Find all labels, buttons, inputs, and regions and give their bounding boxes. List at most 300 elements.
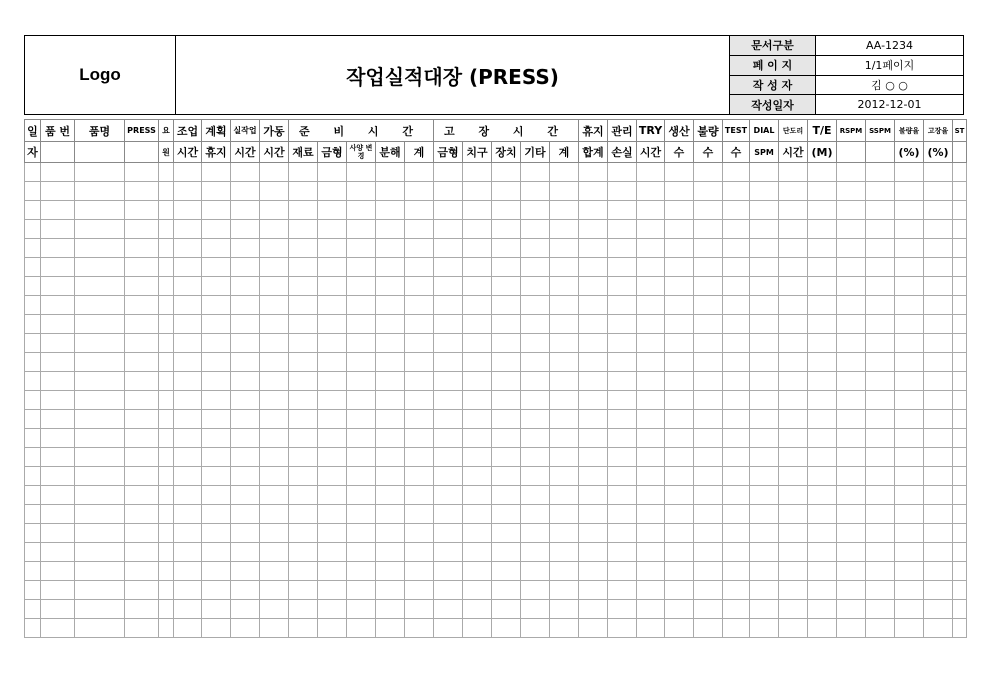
table-cell[interactable] [924,296,953,315]
table-cell[interactable] [405,163,434,182]
table-cell[interactable] [463,182,492,201]
table-cell[interactable] [405,543,434,562]
table-cell[interactable] [289,581,318,600]
table-cell[interactable] [25,334,41,353]
table-cell[interactable] [41,296,75,315]
table-cell[interactable] [694,429,723,448]
table-cell[interactable] [434,353,463,372]
table-cell[interactable] [41,505,75,524]
table-cell[interactable] [318,163,347,182]
table-cell[interactable] [779,334,808,353]
table-cell[interactable] [953,581,967,600]
table-cell[interactable] [953,163,967,182]
table-cell[interactable] [779,429,808,448]
table-cell[interactable] [25,372,41,391]
table-cell[interactable] [376,391,405,410]
table-cell[interactable] [231,600,260,619]
table-cell[interactable] [376,619,405,638]
table-cell[interactable] [953,448,967,467]
table-cell[interactable] [159,334,174,353]
table-cell[interactable] [779,220,808,239]
table-cell[interactable] [174,277,202,296]
table-cell[interactable] [924,334,953,353]
table-cell[interactable] [895,448,924,467]
table-cell[interactable] [231,353,260,372]
table-cell[interactable] [75,410,125,429]
table-cell[interactable] [837,334,866,353]
table-cell[interactable] [579,467,608,486]
table-cell[interactable] [579,372,608,391]
table-cell[interactable] [174,220,202,239]
table-cell[interactable] [75,201,125,220]
table-cell[interactable] [953,239,967,258]
table-cell[interactable] [174,448,202,467]
table-cell[interactable] [125,296,159,315]
table-cell[interactable] [492,543,521,562]
table-cell[interactable] [125,391,159,410]
table-cell[interactable] [231,277,260,296]
table-cell[interactable] [779,163,808,182]
table-cell[interactable] [866,201,895,220]
table-cell[interactable] [174,372,202,391]
table-cell[interactable] [231,467,260,486]
table-cell[interactable] [260,524,289,543]
table-cell[interactable] [347,581,376,600]
table-cell[interactable] [665,201,694,220]
table-cell[interactable] [521,562,550,581]
table-cell[interactable] [289,600,318,619]
table-cell[interactable] [41,353,75,372]
table-cell[interactable] [895,163,924,182]
table-cell[interactable] [924,505,953,524]
table-cell[interactable] [694,163,723,182]
table-cell[interactable] [159,315,174,334]
table-cell[interactable] [25,562,41,581]
table-cell[interactable] [694,581,723,600]
table-cell[interactable] [953,391,967,410]
table-cell[interactable] [125,315,159,334]
table-cell[interactable] [924,619,953,638]
table-cell[interactable] [808,334,837,353]
table-cell[interactable] [808,296,837,315]
table-cell[interactable] [895,619,924,638]
table-cell[interactable] [434,239,463,258]
table-cell[interactable] [289,315,318,334]
table-cell[interactable] [608,600,637,619]
table-cell[interactable] [289,524,318,543]
table-cell[interactable] [492,353,521,372]
table-cell[interactable] [637,201,665,220]
table-cell[interactable] [318,315,347,334]
table-cell[interactable] [608,391,637,410]
table-cell[interactable] [750,353,779,372]
table-cell[interactable] [202,353,231,372]
table-cell[interactable] [750,562,779,581]
table-cell[interactable] [125,505,159,524]
table-cell[interactable] [579,524,608,543]
table-cell[interactable] [492,448,521,467]
table-cell[interactable] [521,581,550,600]
table-cell[interactable] [579,619,608,638]
table-cell[interactable] [41,372,75,391]
table-cell[interactable] [125,467,159,486]
table-cell[interactable] [376,334,405,353]
table-cell[interactable] [318,543,347,562]
table-cell[interactable] [521,524,550,543]
table-cell[interactable] [521,391,550,410]
table-cell[interactable] [608,486,637,505]
table-cell[interactable] [318,448,347,467]
table-cell[interactable] [579,505,608,524]
table-cell[interactable] [779,543,808,562]
table-cell[interactable] [808,391,837,410]
table-cell[interactable] [637,258,665,277]
table-cell[interactable] [492,619,521,638]
table-cell[interactable] [492,505,521,524]
table-cell[interactable] [665,239,694,258]
table-cell[interactable] [837,296,866,315]
table-cell[interactable] [694,467,723,486]
table-cell[interactable] [665,372,694,391]
table-cell[interactable] [260,220,289,239]
table-cell[interactable] [924,429,953,448]
table-cell[interactable] [41,448,75,467]
table-cell[interactable] [924,258,953,277]
table-cell[interactable] [608,562,637,581]
table-cell[interactable] [694,315,723,334]
table-cell[interactable] [579,562,608,581]
table-cell[interactable] [434,524,463,543]
table-cell[interactable] [694,562,723,581]
table-cell[interactable] [665,182,694,201]
table-cell[interactable] [463,467,492,486]
table-cell[interactable] [159,277,174,296]
table-cell[interactable] [924,562,953,581]
table-cell[interactable] [25,505,41,524]
table-cell[interactable] [125,258,159,277]
table-cell[interactable] [405,277,434,296]
table-cell[interactable] [895,562,924,581]
table-cell[interactable] [159,505,174,524]
table-cell[interactable] [174,429,202,448]
table-cell[interactable] [924,410,953,429]
table-cell[interactable] [665,524,694,543]
table-cell[interactable] [637,429,665,448]
table-cell[interactable] [125,334,159,353]
table-cell[interactable] [159,163,174,182]
table-cell[interactable] [579,296,608,315]
table-cell[interactable] [75,429,125,448]
table-cell[interactable] [405,410,434,429]
table-cell[interactable] [434,258,463,277]
table-cell[interactable] [41,524,75,543]
table-cell[interactable] [159,486,174,505]
table-cell[interactable] [75,619,125,638]
table-cell[interactable] [434,467,463,486]
table-cell[interactable] [637,562,665,581]
table-cell[interactable] [694,505,723,524]
table-cell[interactable] [434,505,463,524]
table-cell[interactable] [665,410,694,429]
table-cell[interactable] [347,486,376,505]
table-cell[interactable] [202,277,231,296]
table-cell[interactable] [723,353,750,372]
table-cell[interactable] [159,562,174,581]
table-cell[interactable] [260,429,289,448]
table-cell[interactable] [463,391,492,410]
table-cell[interactable] [924,353,953,372]
table-cell[interactable] [125,562,159,581]
table-cell[interactable] [202,258,231,277]
table-cell[interactable] [953,505,967,524]
table-cell[interactable] [202,201,231,220]
table-cell[interactable] [202,505,231,524]
table-cell[interactable] [260,163,289,182]
table-cell[interactable] [231,182,260,201]
table-cell[interactable] [41,239,75,258]
table-cell[interactable] [434,543,463,562]
table-cell[interactable] [318,562,347,581]
table-cell[interactable] [405,562,434,581]
table-cell[interactable] [579,334,608,353]
table-cell[interactable] [41,562,75,581]
table-cell[interactable] [750,467,779,486]
table-cell[interactable] [779,372,808,391]
table-cell[interactable] [808,467,837,486]
table-cell[interactable] [202,315,231,334]
table-cell[interactable] [579,581,608,600]
table-cell[interactable] [895,372,924,391]
table-cell[interactable] [779,201,808,220]
table-cell[interactable] [837,201,866,220]
table-cell[interactable] [289,277,318,296]
table-cell[interactable] [750,315,779,334]
table-cell[interactable] [521,429,550,448]
table-cell[interactable] [808,410,837,429]
table-cell[interactable] [231,258,260,277]
table-cell[interactable] [25,429,41,448]
table-cell[interactable] [837,410,866,429]
table-cell[interactable] [202,182,231,201]
table-cell[interactable] [125,182,159,201]
table-cell[interactable] [579,258,608,277]
table-cell[interactable] [174,505,202,524]
table-cell[interactable] [637,524,665,543]
table-cell[interactable] [289,372,318,391]
table-cell[interactable] [637,182,665,201]
table-cell[interactable] [637,220,665,239]
table-cell[interactable] [608,258,637,277]
table-cell[interactable] [405,524,434,543]
table-cell[interactable] [260,296,289,315]
table-cell[interactable] [637,619,665,638]
table-cell[interactable] [808,315,837,334]
table-cell[interactable] [550,429,579,448]
table-cell[interactable] [41,600,75,619]
table-cell[interactable] [125,201,159,220]
table-cell[interactable] [25,201,41,220]
table-cell[interactable] [808,353,837,372]
table-cell[interactable] [174,182,202,201]
table-cell[interactable] [953,334,967,353]
table-cell[interactable] [637,277,665,296]
table-cell[interactable] [665,277,694,296]
table-cell[interactable] [723,543,750,562]
table-cell[interactable] [953,258,967,277]
table-cell[interactable] [665,486,694,505]
table-cell[interactable] [159,182,174,201]
table-cell[interactable] [723,619,750,638]
table-cell[interactable] [25,619,41,638]
table-cell[interactable] [608,619,637,638]
table-cell[interactable] [25,524,41,543]
table-cell[interactable] [779,448,808,467]
table-cell[interactable] [260,334,289,353]
table-cell[interactable] [125,600,159,619]
table-cell[interactable] [953,220,967,239]
table-cell[interactable] [924,163,953,182]
table-cell[interactable] [41,182,75,201]
table-cell[interactable] [260,410,289,429]
table-cell[interactable] [231,581,260,600]
table-cell[interactable] [376,296,405,315]
table-cell[interactable] [895,296,924,315]
table-cell[interactable] [231,220,260,239]
table-cell[interactable] [895,429,924,448]
table-cell[interactable] [202,429,231,448]
table-cell[interactable] [837,505,866,524]
table-cell[interactable] [174,296,202,315]
table-cell[interactable] [434,562,463,581]
table-cell[interactable] [550,353,579,372]
table-cell[interactable] [521,448,550,467]
table-cell[interactable] [808,505,837,524]
table-cell[interactable] [318,505,347,524]
table-cell[interactable] [347,562,376,581]
table-cell[interactable] [953,619,967,638]
table-cell[interactable] [608,277,637,296]
table-cell[interactable] [434,334,463,353]
table-cell[interactable] [231,448,260,467]
table-cell[interactable] [924,486,953,505]
table-cell[interactable] [405,581,434,600]
table-cell[interactable] [260,258,289,277]
table-cell[interactable] [866,619,895,638]
table-cell[interactable] [289,182,318,201]
table-cell[interactable] [318,239,347,258]
table-cell[interactable] [750,505,779,524]
table-cell[interactable] [550,258,579,277]
table-cell[interactable] [202,562,231,581]
table-cell[interactable] [289,486,318,505]
table-cell[interactable] [837,562,866,581]
table-cell[interactable] [318,467,347,486]
table-cell[interactable] [808,543,837,562]
table-cell[interactable] [750,201,779,220]
table-cell[interactable] [159,543,174,562]
table-cell[interactable] [202,581,231,600]
table-cell[interactable] [376,220,405,239]
table-cell[interactable] [953,277,967,296]
table-cell[interactable] [260,467,289,486]
table-cell[interactable] [376,505,405,524]
table-cell[interactable] [376,543,405,562]
table-cell[interactable] [608,315,637,334]
table-cell[interactable] [463,220,492,239]
table-cell[interactable] [866,163,895,182]
table-cell[interactable] [434,182,463,201]
table-cell[interactable] [608,543,637,562]
table-cell[interactable] [665,505,694,524]
table-cell[interactable] [125,448,159,467]
table-cell[interactable] [608,372,637,391]
table-cell[interactable] [41,467,75,486]
table-cell[interactable] [41,619,75,638]
table-cell[interactable] [779,182,808,201]
table-cell[interactable] [723,296,750,315]
table-cell[interactable] [550,486,579,505]
table-cell[interactable] [463,163,492,182]
table-cell[interactable] [637,315,665,334]
table-cell[interactable] [463,315,492,334]
table-cell[interactable] [492,410,521,429]
table-cell[interactable] [434,372,463,391]
table-cell[interactable] [260,619,289,638]
table-cell[interactable] [174,201,202,220]
table-cell[interactable] [866,353,895,372]
table-cell[interactable] [550,543,579,562]
table-cell[interactable] [289,619,318,638]
table-cell[interactable] [953,467,967,486]
table-cell[interactable] [694,182,723,201]
table-cell[interactable] [434,410,463,429]
table-cell[interactable] [318,334,347,353]
table-cell[interactable] [434,448,463,467]
table-cell[interactable] [260,372,289,391]
table-cell[interactable] [808,562,837,581]
table-cell[interactable] [521,334,550,353]
table-cell[interactable] [779,258,808,277]
table-cell[interactable] [125,410,159,429]
table-cell[interactable] [808,201,837,220]
table-cell[interactable] [318,372,347,391]
table-cell[interactable] [405,315,434,334]
table-cell[interactable] [550,467,579,486]
table-cell[interactable] [75,486,125,505]
table-cell[interactable] [174,619,202,638]
table-cell[interactable] [953,315,967,334]
table-cell[interactable] [866,543,895,562]
table-cell[interactable] [924,372,953,391]
table-cell[interactable] [608,505,637,524]
table-cell[interactable] [953,296,967,315]
table-cell[interactable] [434,163,463,182]
table-cell[interactable] [492,258,521,277]
table-cell[interactable] [866,334,895,353]
table-cell[interactable] [25,543,41,562]
table-cell[interactable] [75,296,125,315]
table-cell[interactable] [550,619,579,638]
table-cell[interactable] [550,201,579,220]
table-cell[interactable] [231,372,260,391]
table-cell[interactable] [694,619,723,638]
table-cell[interactable] [750,619,779,638]
table-cell[interactable] [637,448,665,467]
table-cell[interactable] [260,182,289,201]
table-cell[interactable] [521,505,550,524]
table-cell[interactable] [723,315,750,334]
table-cell[interactable] [260,486,289,505]
